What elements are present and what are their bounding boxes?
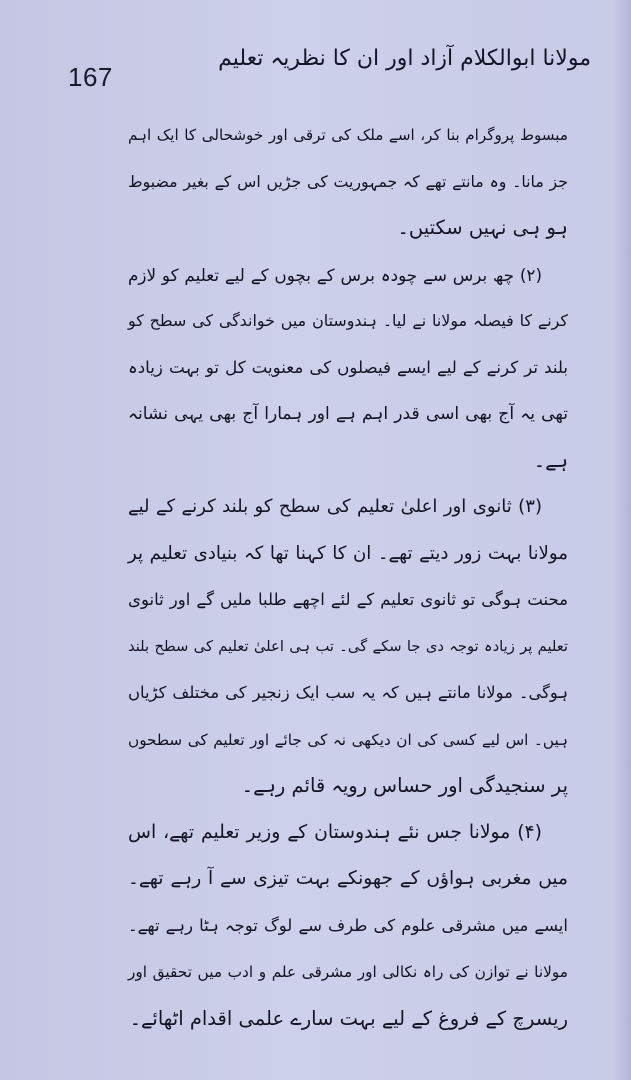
text-line: مبسوط پروگرام بنا کر، اسے ملک کی ترقی اور خوشحالی کا ایک اہم [128, 126, 568, 144]
text-line: جز مانا۔ وہ مانتے تھے کہ جمہوریت کی جڑیں اس کے بغیر مضبوط [128, 171, 568, 191]
paragraph-4 [128, 810, 568, 1043]
text-line: (۳) ثانوی اور اعلیٰ تعلیم کی سطح کو بلند کرنے کے لیے [128, 496, 542, 517]
text-line: ریسرچ کے فروغ کے لیے بہت سارے علمی اقدام اٹھائے۔ [129, 1006, 568, 1030]
text-line: مولانا بہت زور دیتے تھے۔ ان کا کہنا تھا کہ بنیادی تعلیم پر [128, 542, 568, 564]
text-line: ہوگی۔ مولانا مانتے ہیں کہ یہ سب ایک زنجیر کی مختلف کڑیاں [128, 683, 568, 702]
page-number: 167 [68, 62, 113, 92]
text-line: تھی یہ آج بھی اسی قدر اہم ہے اور ہمارا آج بھی یہی نشانہ [128, 404, 568, 424]
text-line: ایسے میں مشرقی علوم کی طرف سے لوگ توجہ ہٹا رہے تھے۔ [128, 915, 568, 935]
text-line: ہیں۔ اس لیے کسی کی ان دیکھی نہ کی جائے اور تعلیم کی سطحوں [128, 730, 568, 749]
paragraph-3 [128, 484, 568, 810]
text-line: (۲) چھ برس سے چودہ برس کے بچوں کے لیے تعلیم کو لازم [128, 264, 542, 285]
text-line: میں مغربی ہواؤں کے جھونکے بہت تیزی سے آ رہے تھے۔ [128, 868, 568, 889]
text-line: ہو ہی نہیں سکتیں۔ [397, 216, 568, 239]
text-line: محنت ہوگی تو ثانوی تعلیم کے لئے اچھے طلبا ملیں گے اور ثانوی [128, 590, 568, 609]
paragraph-1 [128, 112, 568, 252]
text-line: پر سنجیدگی اور حساس رویہ قائم رہے۔ [241, 774, 568, 797]
text-line: تعلیم پر زیادہ توجہ دی جا سکے گی۔ تب ہی اعلیٰ تعلیم کی سطح بلند [128, 637, 568, 655]
text-line: مولانا نے توازن کی راہ نکالی اور مشرقی علم و ادب میں تحقیق اور [128, 963, 568, 981]
running-title: مولانا ابوالکلام آزاد اور ان کا نظریہ تعلیم [218, 46, 591, 71]
text-line: کرنے کا فیصلہ مولانا نے لیا۔ ہندوستان میں خواندگی کی سطح کو [128, 311, 568, 330]
paragraph-2 [128, 252, 568, 485]
text-line: ہے۔ [533, 448, 568, 472]
body-text [128, 112, 568, 1042]
text-line: (۴) مولانا جس نئے ہندوستان کے وزیر تعلیم تھے، اس [128, 821, 542, 843]
page-edge-shadow [613, 0, 631, 1080]
text-line: بلند تر کرنے کے لیے ایسے فیصلوں کی معنویت کل تو بہت زیادہ [128, 357, 568, 377]
